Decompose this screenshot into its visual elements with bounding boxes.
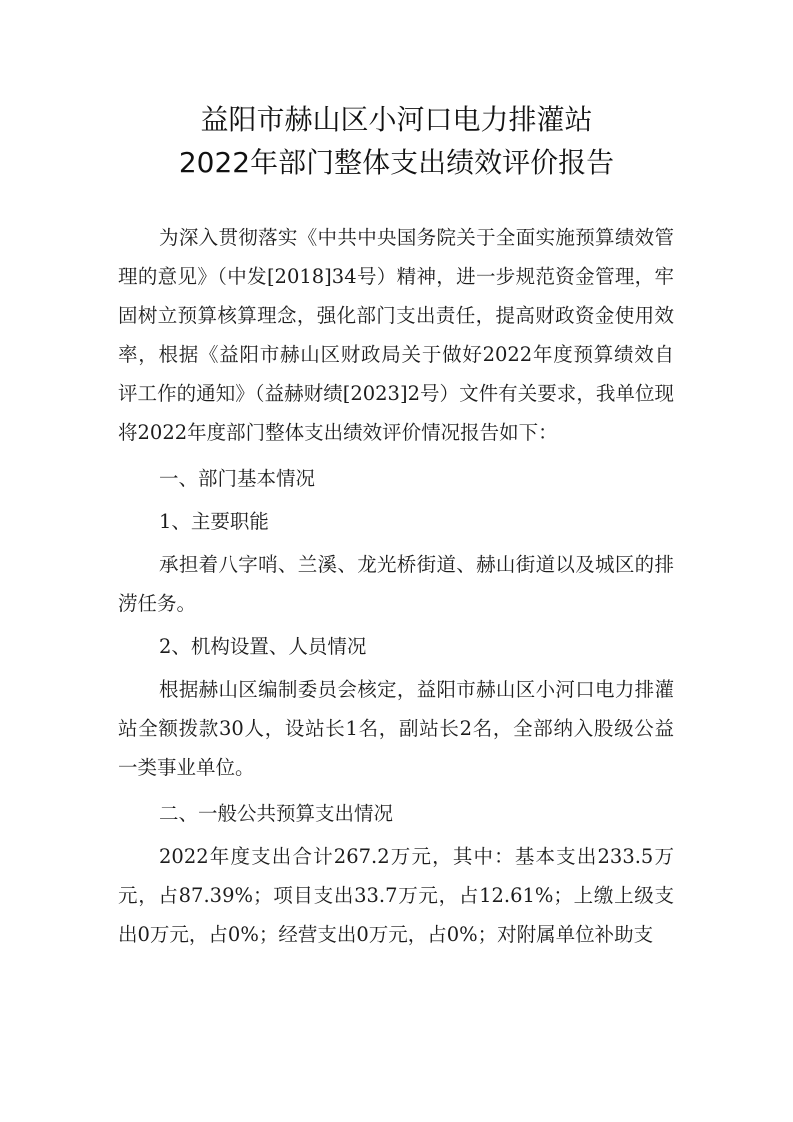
section-2-heading: 二、一般公共预算支出情况 bbox=[159, 802, 394, 825]
section-1-heading: 一、部门基本情况 bbox=[159, 467, 316, 490]
document-body bbox=[118, 218, 674, 954]
subsection-2-paragraph: 根据赫山区编制委员会核定，益阳市赫山区小河口电力排灌站全额拨款30人，设站长1名，副站长2名，全部纳入股级公益一类事业单位。 bbox=[118, 678, 674, 779]
subsection-2-heading: 2、机构设置、人员情况 bbox=[159, 635, 367, 658]
document-title-line-1: 益阳市赫山区小河口电力排灌站 bbox=[200, 103, 593, 136]
subsection-1-paragraph: 承担着八字哨、兰溪、龙光桥街道、赫山街道以及城区的排涝任务。 bbox=[118, 553, 674, 615]
section-2-paragraph: 2022年度支出合计267.2万元，其中：基本支出233.5万元，占87.39%；项目支出33.7万元，占12.61%；上缴上级支出0万元，占0%；经营支出0万元，占0%；对附属单位补助支 bbox=[118, 845, 674, 946]
document-title-line-2: 2022年部门整体支出绩效评价报告 bbox=[178, 146, 615, 179]
intro-paragraph: 为深入贯彻落实《中共中央国务院关于全面实施预算绩效管理的意见》（中发[2018]34号）精神，进一步规范资金管理，牢固树立预算核算理念，强化部门支出责任，提高财政资金使用效率，根据《益阳市赫山区财政局关于做好2022年度预算绩效自评工作的通知》（益赫财绩[2023]2号）文件有关要求，我单位现将2022年度部门整体支出绩效评价情况报告如下： bbox=[118, 226, 674, 444]
subsection-1-heading: 1、主要职能 bbox=[159, 510, 269, 533]
